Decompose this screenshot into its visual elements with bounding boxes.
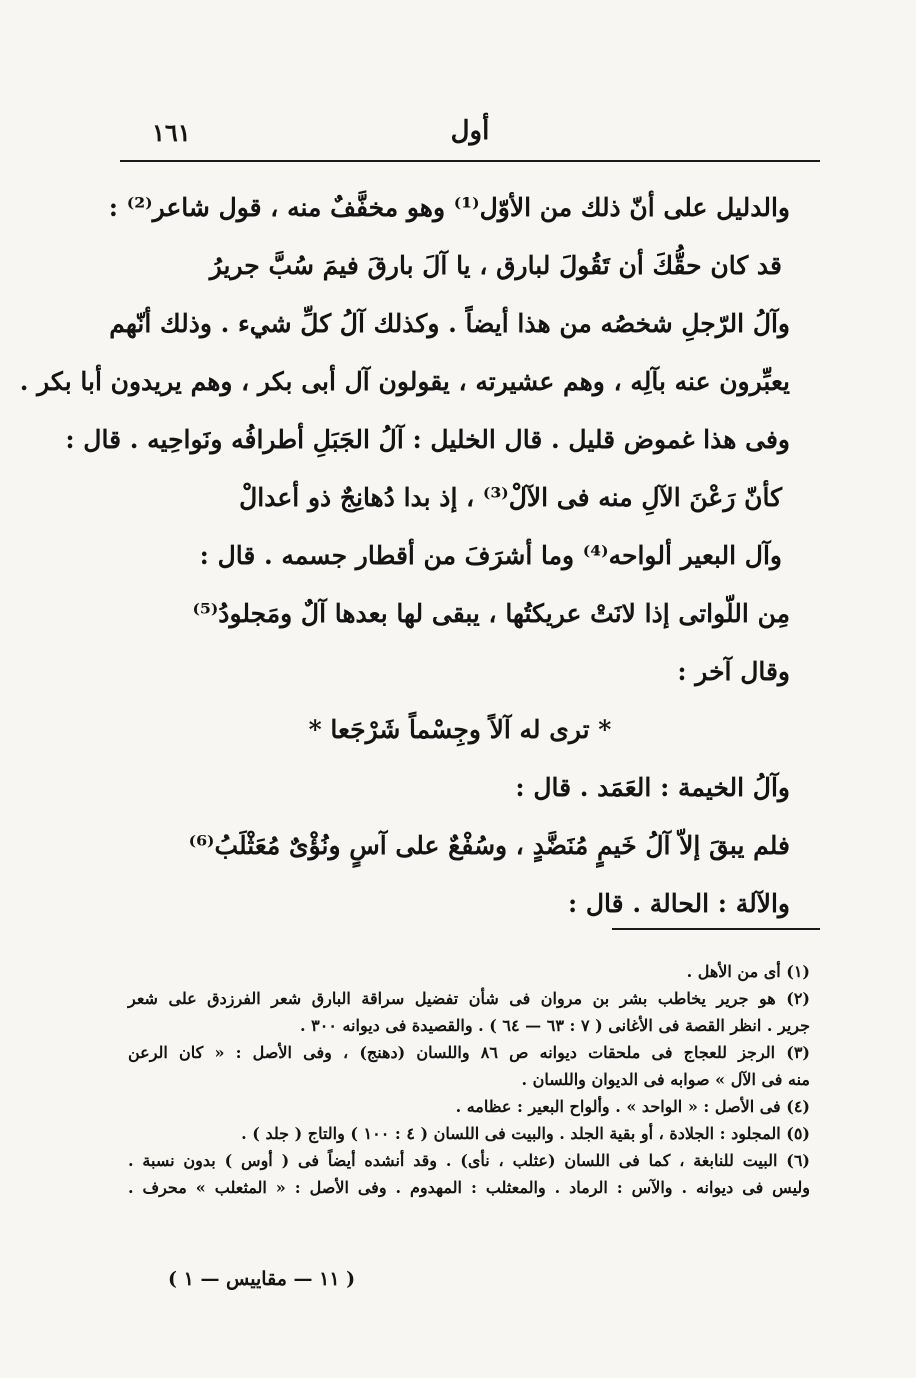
text-line: وآلُ الخيمة : العَمَد . قال : xyxy=(515,773,790,802)
verse-line: كأنّ رَعْنَ الآلِ منه فى الآلْ⁽³⁾ ، إذ بدا دُهانِجٌ ذو أعدالْ xyxy=(239,483,782,512)
page-number: ١٦١ xyxy=(152,118,191,147)
main-text xyxy=(19,188,790,942)
text-line: والآلة : الحالة . قال : xyxy=(567,889,790,918)
verse-line: * ترى له آلاً وجِسْماً شَرْجَعا * xyxy=(308,715,612,744)
footnote: (٣) الرجز للعجاج فى ملحقات ديوانه ص ٨٦ واللسان (دهنج) ، وفى الأصل : « كان الرعن xyxy=(128,1043,810,1062)
text-line: يعبِّرون عنه بآلِه ، وهم عشيرته ، يقولون آل أبى بكر ، وهم يريدون أبا بكر . xyxy=(19,367,790,396)
text-line: وآل البعير ألواحه⁽⁴⁾ وما أشرَفَ من أقطار جسمه . قال : xyxy=(199,541,782,570)
page-header xyxy=(120,112,820,162)
verse-line: قد كان حقُّكَ أن تَقُولَ لبارق ، يا آلَ بارقَ فيمَ سُبَّ جريرُ xyxy=(209,251,782,280)
footnote-rule xyxy=(612,928,820,930)
footnote: (٤) فى الأصل : « الواحد » . وألواح البعير : عظامه . xyxy=(455,1097,810,1116)
verse-line: فلم يبقَ إلاّ آلُ خَيمٍ مُنَضَّدٍ ، وسُفْعٌ على آسٍ ونُؤْىٌ مُعَثْلَبُ⁽⁶⁾ xyxy=(188,831,790,860)
text-line: وفى هذا غموض قليل . قال الخليل : آلُ الجَبَلِ أطرافُه ونَواحِيه . قال : xyxy=(65,425,790,454)
footnote: (٢) هو جرير يخاطب بشر بن مروان فى شأن تفضيل سراقة البارق شعر الفرزدق على شعر xyxy=(128,989,810,1008)
signature-mark: ( ١١ — مقاييس — ١ ) xyxy=(168,1268,356,1290)
verse-line: مِن اللّواتى إذا لانَتْ عريكتُها ، يبقى لها بعدها آلٌ ومَجلودُ⁽⁵⁾ xyxy=(192,599,790,628)
footnote: (٥) المجلود : الجلادة ، أو بقية الجلد . والبيت فى اللسان ( ٤ : ١٠٠ ) والتاج ( جلد ) . xyxy=(241,1124,810,1143)
footnote-continuation: منه فى الآل » صوابه فى الديوان واللسان . xyxy=(521,1070,810,1089)
running-title: أول xyxy=(450,116,490,146)
footnote-continuation: وليس فى ديوانه . والآس : الرماد . والمعثلب : المهدوم . وفى الأصل : « المثعلب » محرف . xyxy=(128,1178,810,1197)
text-line: والدليل على أنّ ذلك من الأوّل⁽¹⁾ وهو مخفَّفٌ منه ، قول شاعر⁽²⁾ : xyxy=(108,193,790,222)
footnotes xyxy=(128,958,810,1201)
footnote-continuation: جرير . انظر القصة فى الأغانى ( ٧ : ٦٣ — ٦٤ ) . والقصيدة فى ديوانه ٣٠٠ . xyxy=(299,1016,810,1035)
footnote: (١) أى من الأهل . xyxy=(686,962,810,981)
text-line: وآلُ الرّجلِ شخصُه من هذا أيضاً . وكذلك آلُ كلِّ شيء . وذلك أنّهم xyxy=(109,309,790,338)
text-line: وقال آخر : xyxy=(677,657,790,686)
footnote: (٦) البيت للنابغة ، كما فى اللسان (عثلب ، نأى) . وقد أنشده أيضاً فى ( أوس ) بدون نسبة . xyxy=(128,1151,810,1170)
